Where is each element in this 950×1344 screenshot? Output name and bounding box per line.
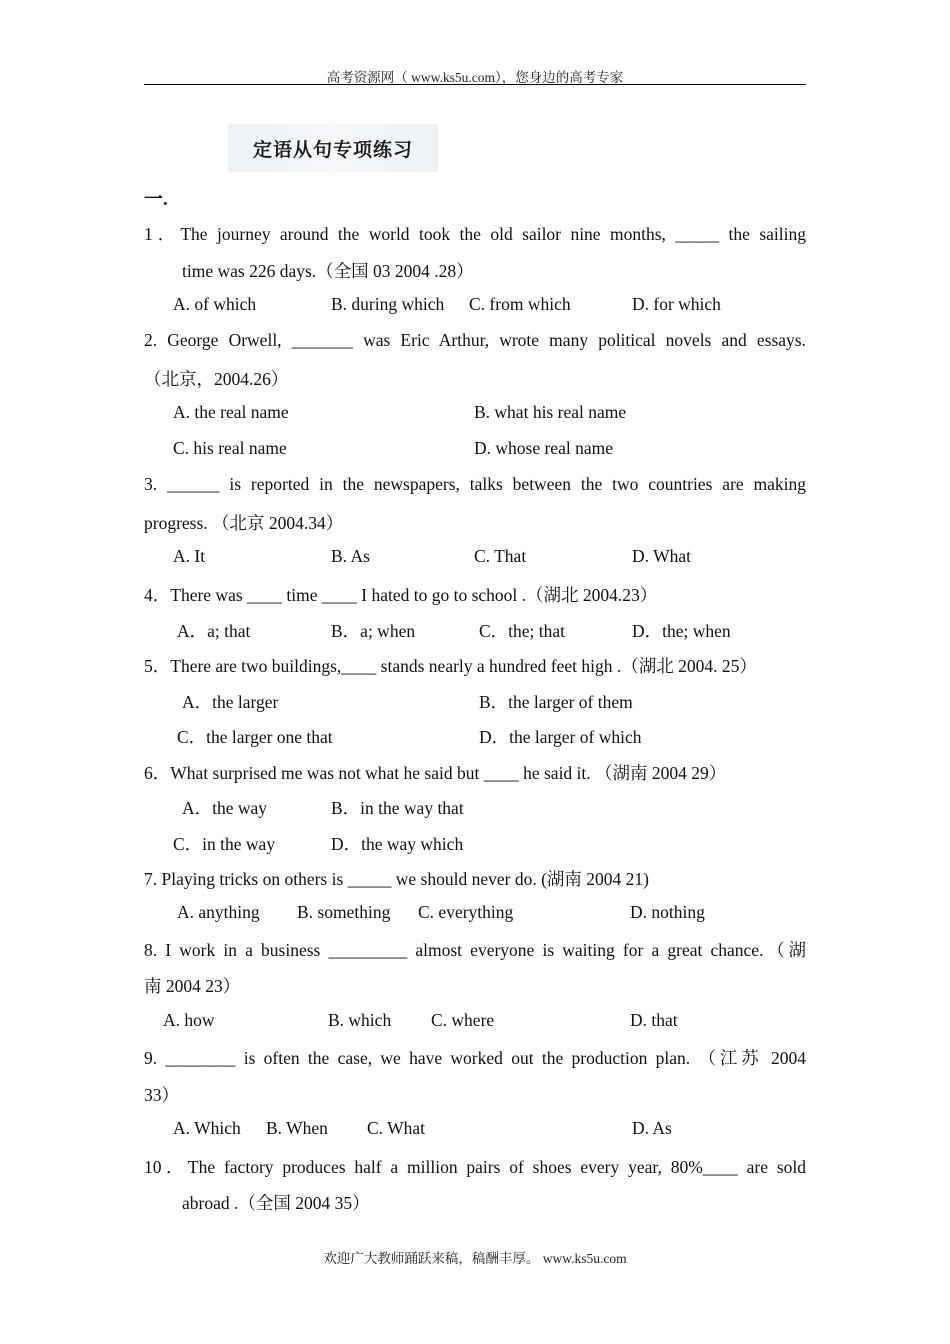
q2-option-a: A. the real name [173,402,289,422]
q4-option-a: A．a; that [177,621,251,641]
q2-option-b: B. what his real name [474,402,627,422]
q6-option-b: B．in the way that [331,798,464,818]
question-3-stem: 3. ______ is reported in the newspapers, talks between the two countries are making [144,474,806,494]
q9-option-b: B. When [266,1118,328,1138]
question-1-stem: 1．The journey around the world took the old sailor nine months, _____ the sailing [144,224,806,244]
q5-option-c: C．the larger one that [177,727,333,747]
q1-option-d: D. for which [632,294,721,314]
question-9-stem: 9. ________ is often the case, we have worked out the production plan. （江苏 2004 [144,1048,806,1068]
q6-option-a: A．the way [182,798,268,818]
page-header: 高考资源网（ www.ks5u.com），您身边的高考专家 [326,70,624,85]
q3-option-b: B. As [331,546,370,566]
header-divider [144,84,806,85]
q8-option-c: C. where [431,1010,495,1030]
q1-option-b: B. during which [331,294,445,314]
q7-option-c: C. everything [418,902,514,922]
q7-option-a: A. anything [177,902,260,922]
q2-option-c: C. his real name [173,438,287,458]
q3-option-d: D. What [632,546,691,566]
q7-option-b: B. something [297,902,391,922]
q9-option-c: C. What [367,1118,426,1138]
title-banner [228,124,438,172]
page-footer: 欢迎广大教师踊跃来稿，稿酬丰厚。 www.ks5u.com [323,1251,627,1266]
q3-option-a: A. It [173,546,206,566]
question-6-stem: 6．What surprised me was not what he said but ____ he said it. （湖南 2004 29） [144,763,727,783]
q2-option-d: D. whose real name [474,438,613,458]
page-title: 定语从句专项练习 [252,138,413,161]
q4-option-b: B．a; when [331,621,416,641]
question-10-stem-cont: abroad .（全国 2004 35） [182,1193,370,1213]
q8-option-a: A. how [163,1010,215,1030]
question-3-stem-cont: progress. （北京 2004.34） [144,513,344,533]
q9-option-d: D. As [632,1118,672,1138]
question-9-stem-cont: 33） [144,1085,179,1105]
question-10-stem: 10．The factory produces half a million pairs of shoes every year, 80%____ are sold [144,1157,806,1177]
question-8-stem-cont: 南 2004 23） [144,976,241,996]
section-heading: 一. [144,189,168,210]
question-2-stem: 2. George Orwell, _______ was Eric Arthur, wrote many political novels and essays. [144,330,806,350]
q4-option-c: C．the; that [479,621,566,641]
question-2-stem-cont: （北京，2004.26） [144,369,289,389]
q7-option-d: D. nothing [630,902,705,922]
question-5-stem: 5．There are two buildings,____ stands nearly a hundred feet high .（湖北 2004. 25） [144,656,757,676]
q6-option-c: C．in the way [173,834,276,854]
q5-option-d: D．the larger of which [479,727,642,747]
question-8-stem: 8. I work in a business _________ almost everyone is waiting for a great chance.（湖 [144,940,806,960]
question-4-stem: 4．There was ____ time ____ I hated to go to school .（湖北 2004.23） [144,585,658,605]
q4-option-d: D．the; when [632,621,731,641]
q8-option-d: D. that [630,1010,678,1030]
q5-option-a: A．the larger [182,692,279,712]
question-7-stem: 7. Playing tricks on others is _____ we should never do. (湖南 2004 21) [144,869,650,889]
q1-option-c: C. from which [469,294,571,314]
q6-option-d: D．the way which [331,834,464,854]
q8-option-b: B. which [328,1010,392,1030]
q3-option-c: C. That [474,546,527,566]
q9-option-a: A. Which [173,1118,241,1138]
q5-option-b: B．the larger of them [479,692,633,712]
q1-option-a: A. of which [173,294,257,314]
question-1-stem-cont: time was 226 days.（全国 03 2004 .28） [182,261,474,281]
